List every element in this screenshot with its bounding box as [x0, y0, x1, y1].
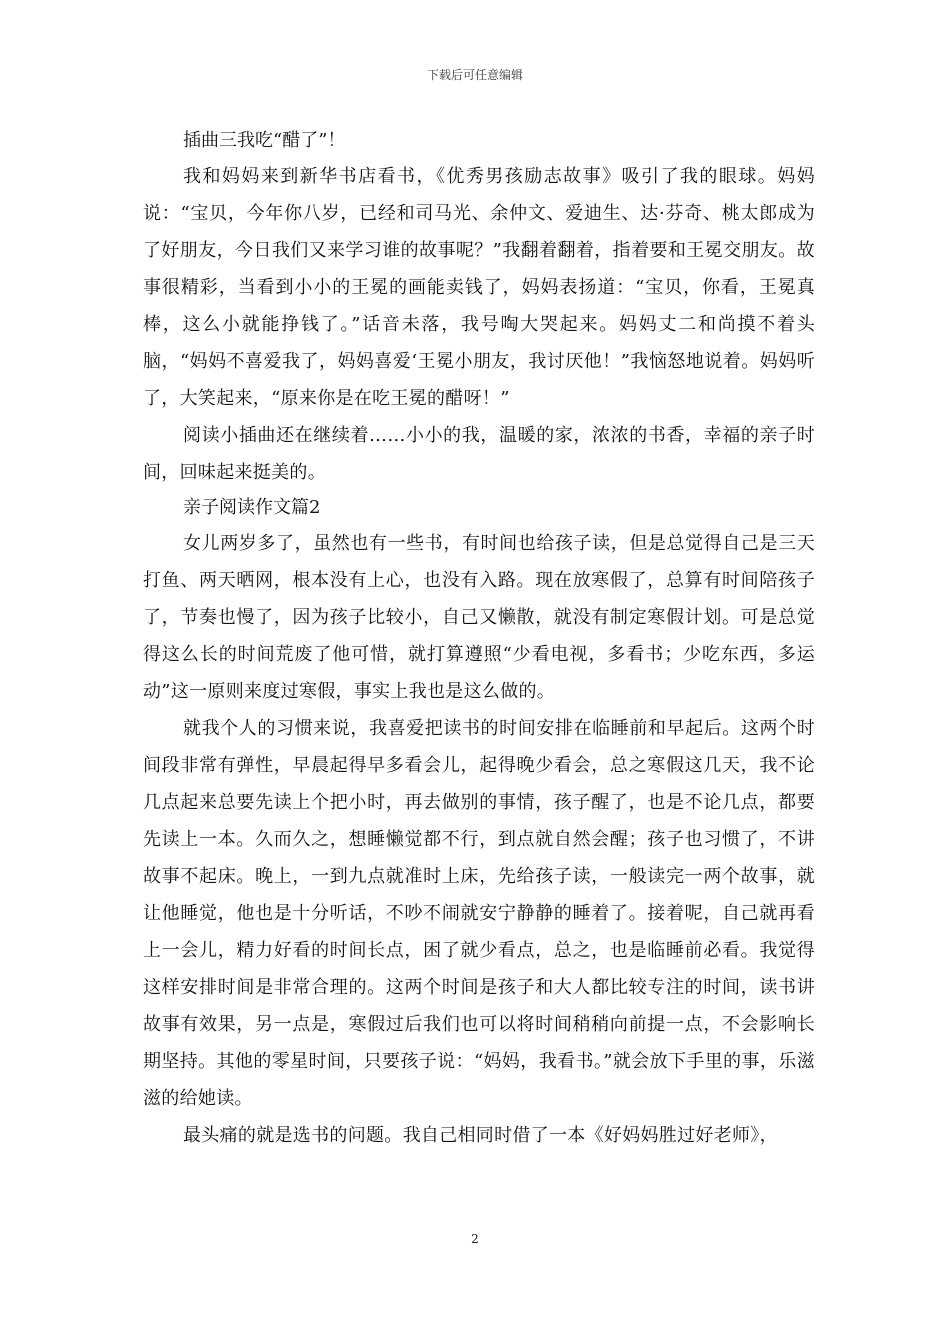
- paragraph: 最头痛的就是选书的问题。我自己相同时借了一本《好妈妈胜过好老师》，: [183, 1125, 778, 1146]
- document-body: [143, 124, 815, 1154]
- section-heading-essay-2: 亲子阅读作文篇2: [183, 497, 321, 518]
- page-header: 下载后可任意编辑: [426, 68, 523, 82]
- paragraph: 阅读小插曲还在继续着……小小的我，温暖的家，浓浓的书香，幸福的亲子时间，回味起来挺美的。: [143, 425, 815, 483]
- paragraph: 就我个人的习惯来说，我喜爱把读书的时间安排在临睡前和早起后。这两个时间段非常有弹性，早晨起得早多看会儿，起得晚少看会，总之寒假这几天，我不论几点起来总要先读上个把小时，再去做别的事情，孩子醒了，也是不论几点，都要先读上一本。久而久之，想睡懒觉都不行，到点就自然会醒；孩子也习惯了，不讲故事不起床。晚上，一到九点就准时上床，先给孩子读，一般读完一两个故事，就让他睡觉，他也是十分听话，不吵不闹就安宁静静的睡着了。接着呢，自己就再看上一会儿，精力好看的时间长点，困了就少看点，总之，也是临睡前必看。我觉得这样安排时间是非常合理的。这两个时间是孩子和大人都比较专注的时间，读书讲故事有效果，另一点是，寒假过后我们也可以将时间稍稍向前提一点，不会影响长期坚持。其他的零星时间，只要孩子说：“妈妈，我看书。”就会放下手里的事，乐滋滋的给她读。: [143, 718, 815, 1109]
- paragraph: 女儿两岁多了，虽然也有一些书，有时间也给孩子读，但是总觉得自己是三天打鱼、两天晒网，根本没有上心，也没有入路。现在放寒假了，总算有时间陪孩子了，节奏也慢了，因为孩子比较小，自己又懒散，就没有制定寒假计划。可是总觉得这么长的时间荒废了他可惜，就打算遵照“少看电视，多看书；少吃东西，多运动”这一原则来度过寒假，事实上我也是这么做的。: [143, 533, 815, 702]
- section-heading-interlude-3: 插曲三我吃“醋了”！: [183, 130, 346, 151]
- page-number: 2: [471, 1232, 479, 1246]
- paragraph: 我和妈妈来到新华书店看书，《优秀男孩励志故事》吸引了我的眼球。妈妈说：“宝贝，今年你八岁，已经和司马光、余仲文、爱迪生、达·芬奇、桃太郎成为了好朋友，今日我们又来学习谁的故事呢？”我翻着翻着，指着要和王冕交朋友。故事很精彩，当看到小小的王冕的画能卖钱了，妈妈表扬道：“宝贝，你看，王冕真棒，这么小就能挣钱了。”话音未落，我号啕大哭起来。妈妈丈二和尚摸不着头脑，“妈妈不喜爱我了，妈妈喜爱‘王冕小朋友，我讨厌他！”我恼怒地说着。妈妈听了，大笑起来，“原来你是在吃王冕的醋呀！”: [143, 166, 815, 409]
